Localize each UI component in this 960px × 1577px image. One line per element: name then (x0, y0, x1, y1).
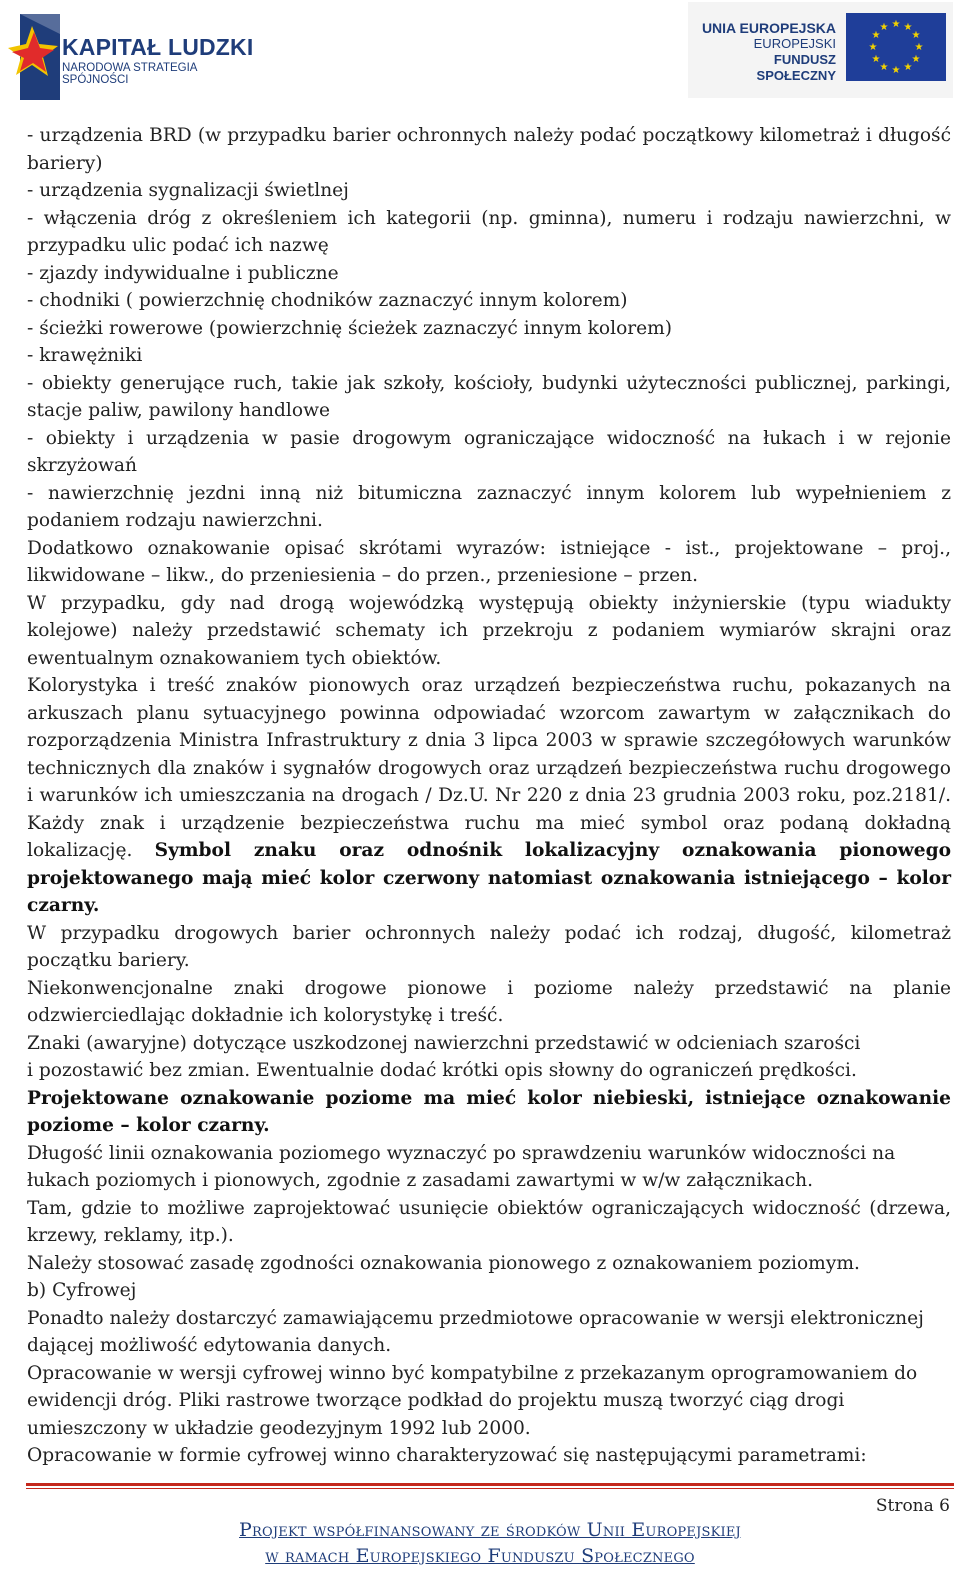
svg-text:★: ★ (879, 22, 889, 33)
svg-text:★: ★ (911, 30, 921, 41)
paragraph-parametry: Opracowanie w formie cyfrowej winno charakteryzować się następującymi parametrami: (27, 1445, 867, 1466)
kapital-ludzki-emblem-icon (6, 4, 60, 100)
paragraph-kolorystyka (27, 672, 951, 920)
paragraph-opracowanie-3: umieszczony w układzie geodezyjnym 1992 lub 2000. (27, 1417, 531, 1439)
svg-text:★: ★ (911, 54, 921, 65)
paragraph-obiekty-ruch: - obiekty generujące ruch, takie jak szkoły, kościoły, budynki użyteczności publicznej, parkingi, stacje paliw, pawilony handlowe (27, 372, 951, 421)
kolorystyka-bold: Symbol znaku oraz odnośnik lokalizacyjny oznakowania pionowego projektowanego mają mieć kolor czerwony natomiast oznakowania istniejącego – kolor czarny. (27, 840, 951, 916)
paragraph-obiekty-inzynierskie: W przypadku, gdy nad drogą wojewódzką występują obiekty inżynierskie (typu wiadukty kolejowe) należy przedstawić schematy ich przekroju z podaniem wymiarów skrajni oraz ewentualnym oznakowaniem tych obiektów. (27, 592, 951, 669)
paragraph-skroty: Dodatkowo oznakowanie opisać skrótami wyrazów: istniejące - ist., projektowane – proj., likwidowane – likw., do przeniesienia – do przen., przeniesione – przen. (27, 537, 951, 586)
document-body (27, 122, 951, 1470)
paragraph-sygnalizacja: - urządzenia sygnalizacji świetlnej (27, 180, 349, 201)
svg-text:★: ★ (891, 19, 901, 30)
paragraph-zjazdy: - zjazdy indywidualne i publiczne (27, 262, 339, 284)
eu-line3: FUNDUSZ SPOŁECZNY (756, 52, 836, 83)
svg-text:★: ★ (914, 42, 924, 53)
footer-funding-line1: Projekt współfinansowany ze środków Unii Europejskiej (239, 1519, 741, 1541)
footer-rule-thin (26, 1488, 954, 1489)
paragraph-niekonwencjonalne: Niekonwencjonalne znaki drogowe pionowe i poziome należy przedstawić na planie odzwierciedlając dokładnie ich kolorystykę i treść. (27, 977, 951, 1026)
paragraph-nalezy: Należy stosować zasadę zgodności oznakowania pionowego z oznakowaniem poziomym. (27, 1252, 860, 1274)
kolorystyka-text: Kolorystyka i treść znaków pionowych oraz urządzeń bezpieczeństwa ruchu, pokazanych na arkuszach planu sytuacyjnego powinna odpowiadać wzorcom zawartym w załącznikach do rozporządzenia Ministra Infrastruktury z dnia 3 lipca 2003 w sprawie szczegółowych warunków technicznych dla znaków i sygnałów drogowych oraz urządzeń bezpieczeństwa ruchu drogowego i warunków ich umieszczania na drogach / Dz.U. Nr 220 z dnia 23 grudnia 2003 roku, poz.2181/. Każdy znak i urządzenie bezpieczeństwa ruchu ma mieć symbol oraz podaną dokładną lokalizację. (27, 675, 951, 861)
paragraph-krawezniki: - krawężniki (27, 345, 143, 366)
eu-efs-text (696, 20, 836, 84)
paragraph-bariery: W przypadku drogowych barier ochronnych należy podać ich rodzaj, długość, kilometraż początku bariery. (27, 922, 951, 971)
paragraph-nawierzchnia: - nawierzchnię jezdni inną niż bitumiczna zaznaczyć innym kolorem lub wypełnieniem z podaniem rodzaju nawierzchni. (27, 482, 951, 531)
paragraph-opracowanie-2: ewidencji dróg. Pliki rastrowe tworzące podkład do projektu muszą tworzyć ciąg drogi (27, 1390, 845, 1411)
paragraph-poziome (27, 1085, 951, 1140)
paragraph-ponadto-2: dającej możliwość edytowania danych. (27, 1335, 392, 1356)
kapital-ludzki-subtitle: NARODOWA STRATEGIA SPÓJNOŚCI (62, 62, 197, 86)
svg-text:★: ★ (891, 65, 901, 76)
paragraph-opracowanie-1: Opracowanie w wersji cyfrowej winno być kompatybilne z przekazanym oprogramowaniem do (27, 1362, 918, 1384)
eu-line2: EUROPEJSKI (753, 36, 836, 51)
paragraph-ponadto-1: Ponadto należy dostarczyć zamawiającemu przedmiotowe opracowanie w wersji elektronicznej (27, 1307, 924, 1329)
svg-text:★: ★ (871, 30, 881, 41)
svg-text:★: ★ (879, 62, 889, 73)
svg-text:★: ★ (903, 22, 913, 33)
kapital-ludzki-logo (6, 4, 256, 96)
eu-efs-logo (688, 2, 953, 98)
paragraph-tam: Tam, gdzie to możliwe zaprojektować usunięcie obiektów ograniczających widoczność (drzewa, krzewy, reklamy, itp.). (27, 1197, 951, 1246)
paragraph-awaryjne-1: Znaki (awaryjne) dotyczące uszkodzonej nawierzchni przedstawić w odcieniach szarości (27, 1032, 861, 1054)
svg-text:★: ★ (868, 42, 878, 53)
svg-text:★: ★ (871, 54, 881, 65)
paragraph-sciezki: - ścieżki rowerowe (powierzchnię ścieżek zaznaczyć innym kolorem) (27, 317, 673, 339)
poziome-bold: Projektowane oznakowanie poziome ma mieć kolor niebieski, istniejące oznakowanie poziome – kolor czarny. (27, 1087, 951, 1136)
paragraph-obiekty-widocznosc: - obiekty i urządzenia w pasie drogowym ograniczające widoczność na łukach i w rejonie skrzyżowań (27, 427, 951, 476)
paragraph-brd: - urządzenia BRD (w przypadku barier ochronnych należy podać początkowy kilometraż i długość bariery) (27, 125, 951, 174)
paragraph-dlugosc-1: Długość linii oznakowania poziomego wyznaczyć po sprawdzeniu warunków widoczności na (27, 1142, 896, 1164)
kapital-ludzki-title: KAPITAŁ LUDZKI (62, 34, 254, 60)
paragraph-cyfrowej: b) Cyfrowej (27, 1280, 137, 1301)
footer-funding-line2: w ramach Europejskiego Funduszu Społecznego (265, 1545, 695, 1567)
paragraph-dlugosc-2: łukach poziomych i pionowych, zgodnie z zasadami zawartymi w w/w załącznikach. (27, 1170, 813, 1191)
paragraph-wlaczenia: - włączenia dróg z określeniem ich kategorii (np. gminna), numeru i rodzaju nawierzchni, w przypadku ulic podać ich nazwę (27, 207, 951, 256)
eu-flag-icon (846, 13, 946, 81)
svg-text:★: ★ (903, 62, 913, 73)
page-number: Strona 6 (875, 1496, 950, 1516)
footer-rule (26, 1483, 954, 1486)
paragraph-chodniki: - chodniki ( powierzchnię chodników zaznaczyć innym kolorem) (27, 290, 628, 311)
eu-line1: UNIA EUROPEJSKA (701, 20, 836, 36)
paragraph-awaryjne-2: i pozostawić bez zmian. Ewentualnie dodać krótki opis słowny do ograniczeń prędkości. (27, 1060, 857, 1081)
